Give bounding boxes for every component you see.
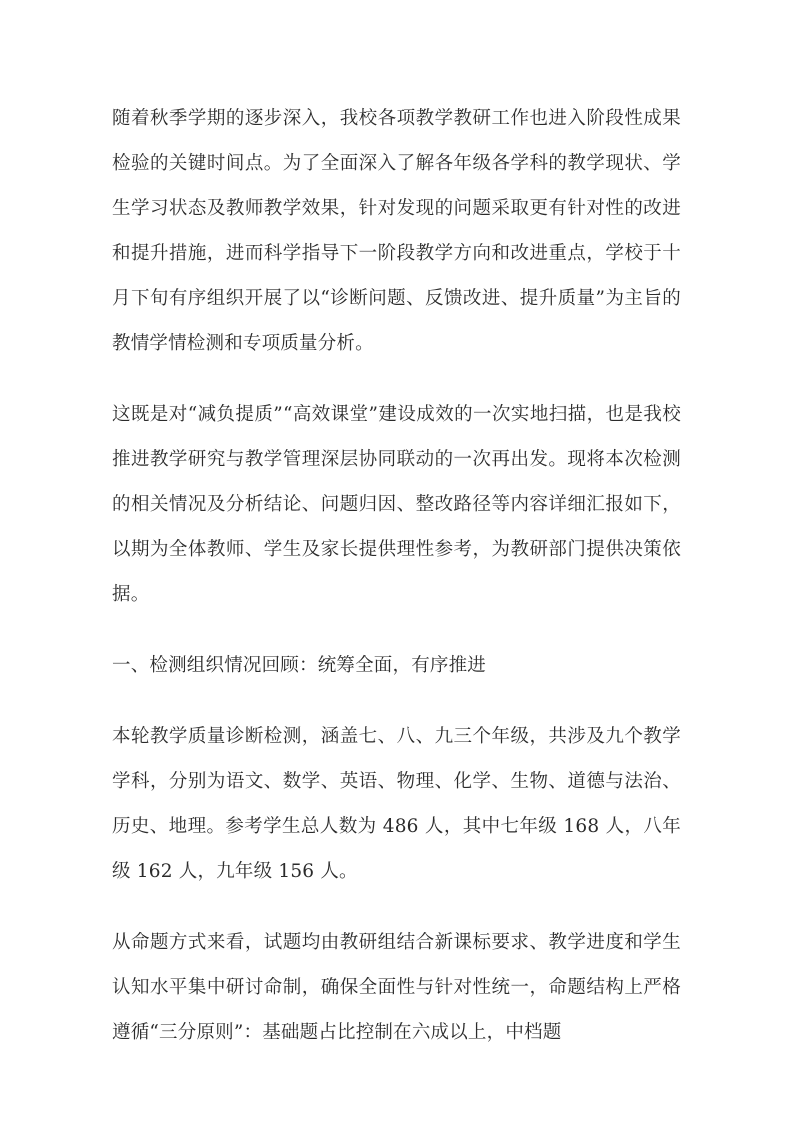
paragraph: 随着秋季学期的逐步深入，我校各项教学教研工作也进入阶段性成果检验的关键时间点。为了全面深入了解各年级各学科的教学现状、学生学习状态及教师教学效果，针对发现的问题采取更有针对性的改进和提升措施，进而科学指导下一阶段教学方向和改进重点，学校于十月下旬有序组织开展了以“诊断问题、反馈改进、提升质量”为主旨的教情学情检测和专项质量分析。 [112, 108, 681, 354]
paragraph: 本轮教学质量诊断检测，涵盖七、八、九三个年级，共涉及九个教学学科，分别为语文、数学、英语、物理、化学、生物、道德与法治、历史、地理。参考学生总人数为 486 人，其中七年级 168 人，八年级 162 人，九年级 156 人。 [112, 726, 681, 882]
paragraph: 从命题方式来看，试题均由教研组结合新课标要求、教学进度和学生认知水平集中研讨命制，确保全面性与针对性统一，命题结构上严格遵循“三分原则”：基础题占比控制在六成以上，中档题 [112, 932, 681, 1043]
section-heading: 一、检测组织情况回顾：统筹全面，有序推进 [112, 655, 487, 676]
paragraph: 这既是对“减负提质”“高效课堂”建设成效的一次实地扫描，也是我校推进教学研究与教学管理深层协同联动的一次再出发。现将本次检测的相关情况及分析结论、问题归因、整改路径等内容详细汇报如下，以期为全体教师、学生及家长提供理性参考，为教研部门提供决策依据。 [112, 404, 681, 605]
document-body [112, 96, 681, 1055]
